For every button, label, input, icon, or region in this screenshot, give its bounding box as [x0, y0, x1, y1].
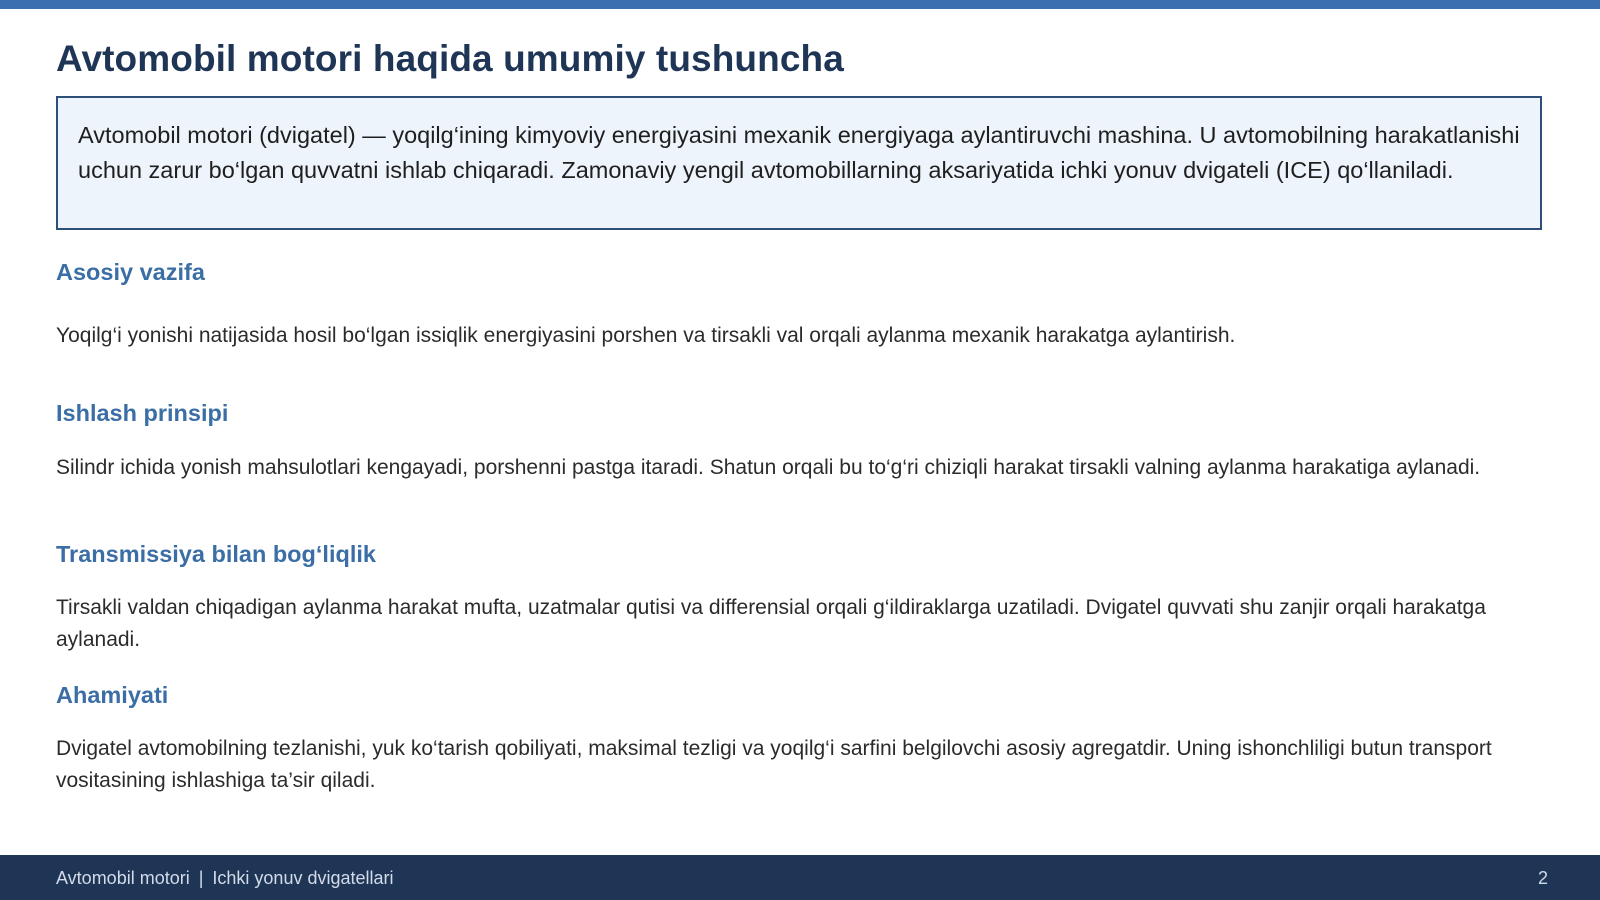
- footer-separator: |: [198, 868, 204, 888]
- section-text-transmissiya: Tirsakli valdan chiqadigan aylanma harakat mufta, uzatmalar qutisi va differensial orqali g‘ildiraklarga uzatiladi. Dvigatel quvvati shu zanjir orqali harakatga aylanadi.: [56, 596, 1486, 651]
- footer-deck-title: Avtomobil motori: [56, 868, 190, 888]
- top-accent-bar: [0, 0, 1600, 9]
- footer-section-title: Ichki yonuv dvigatellari: [212, 868, 394, 888]
- footer-caption: [56, 868, 394, 889]
- intro-box: [56, 96, 1542, 230]
- section-text-asosiy-vazifa: Yoqilg‘i yonishi natijasida hosil bo‘lgan issiqlik energiyasini porshen va tirsakli val orqali aylanma mexanik harakatga aylantirish.: [56, 324, 1236, 347]
- section-text-ahamiyati: Dvigatel avtomobilning tezlanishi, yuk ko‘tarish qobiliyati, maksimal tezligi va yoqilg‘i sarfini belgilovchi asosiy agregatdir. Uning ishonchliligi butun transport vositasining ishlashiga ta’sir qiladi.: [56, 737, 1492, 792]
- section-heading-ahamiyati: Ahamiyati: [56, 682, 169, 708]
- section-text-ishlash-prinsipi: Silindr ichida yonish mahsulotlari kengayadi, porshenni pastga itaradi. Shatun orqali bu to‘g‘ri chiziqli harakat tirsakli valning aylanma harakatiga aylanadi.: [56, 456, 1481, 479]
- slide-title: Avtomobil motori haqida umumiy tushuncha: [56, 38, 844, 79]
- section-heading-asosiy-vazifa: Asosiy vazifa: [56, 259, 205, 285]
- section-heading-ishlash-prinsipi: Ishlash prinsipi: [56, 400, 229, 426]
- footer-bar: [0, 855, 1600, 900]
- page-number: 2: [1537, 868, 1548, 888]
- intro-text: Avtomobil motori (dvigatel) — yoqilg‘ining kimyoviy energiyasini mexanik energiyaga aylantiruvchi mashina. U avtomobilning harakatlanishi uchun zarur bo‘lgan quvvatni ishlab chiqaradi. Zamonaviy yengil avtomobillarning aksariyatida ichki yonuv dvigateli (ICE) qo‘llaniladi.: [78, 122, 1520, 183]
- section-heading-transmissiya: Transmissiya bilan bog‘liqlik: [56, 541, 376, 567]
